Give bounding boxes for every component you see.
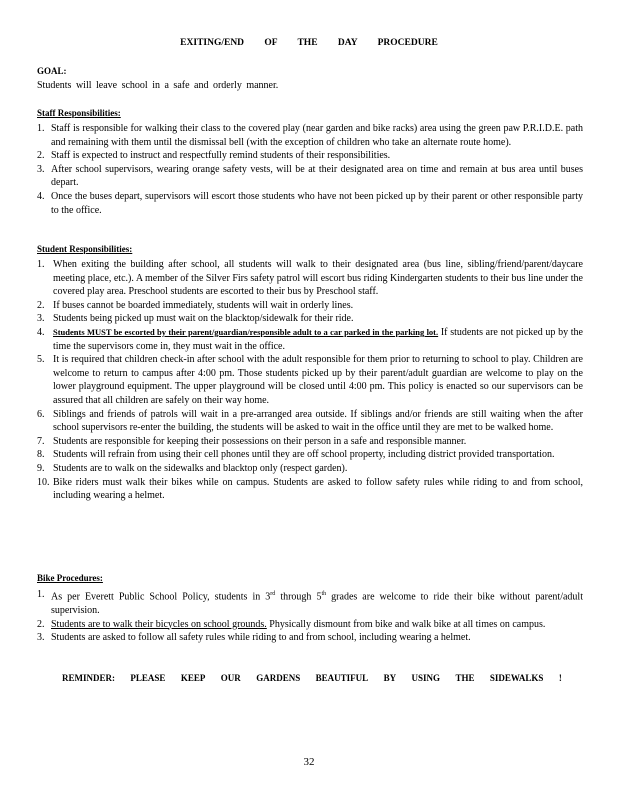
escort-rule: Students MUST be escorted by their parent/guardian/responsible adult to a car parked in the parking lot. [53, 326, 439, 337]
list-item: 4. Students MUST be escorted by their parent/guardian/responsible adult to a car parked in the parking lot. If students are not picked up by the time the supervisors come in, they must wait in the office. [37, 326, 583, 352]
goal-text: Students will leave school in a safe and orderly manner. [37, 80, 279, 91]
list-item: 2. Staff is expected to instruct and respectfully remind students of their responsibilities. [37, 150, 391, 162]
staff-list [37, 122, 583, 217]
bike-list [37, 588, 583, 645]
list-item: 10. Bike riders must walk their bikes while on campus. Students are asked to follow safety rules while riding to and from school, including wearing a helmet. [37, 476, 583, 502]
list-item: 1. When exiting the building after school, all students will walk to their designated area (bus line, sibling/friend/parent/daycare meeting place, etc.). A member of the Silver Firs safety patrol will escort bus riding Kindergarten students to their bus line under the covered play area. Preschool students are escorted to their bus by Preschool staff. [37, 259, 583, 298]
list-item: 9. Students are to walk on the sidewalks and blacktop only (respect garden). [37, 462, 348, 474]
document-title: EXITING/END OF THE DAY PROCEDURE [180, 38, 438, 48]
list-item: 6. Siblings and friends of patrols will wait in a pre-arranged area outside. If siblings and/or friends are still waiting when the after school supervisors re-enter the building, the students will be asked to wait in the office until they are met to be walked home. [37, 408, 583, 434]
list-item: 1. As per Everett Public School Policy, students in 3rd through 5th grades are welcome to ride their bike without parent/adult supervision. [37, 589, 583, 616]
list-item: 3. Students are asked to follow all safety rules while riding to and from school, including wearing a helmet. [37, 632, 471, 644]
list-item: 7. Students are responsible for keeping their possessions on their person in a safe and responsible manner. [37, 435, 467, 447]
list-item: 2. Students are to walk their bicycles on school grounds. Physically dismount from bike and walk bike at all times on campus. [37, 618, 546, 630]
page-number: 32 [303, 756, 315, 768]
list-item: 3. After school supervisors, wearing orange safety vests, will be at their designated area on time and remain at bus area until buses depart. [37, 163, 583, 189]
list-item: 2. If buses cannot be boarded immediately, students will wait in orderly lines. [37, 299, 354, 311]
bike-heading: Bike Procedures: [37, 573, 103, 583]
list-item: 5. It is required that children check-in after school with the adult responsible for them prior to returning to school to play. Children are welcome to return to campus after 4:00 pm. Those students picked up by their parent/adult guardian are welcome to play on the lower playground equipment. The upper playground will be closed until 4:00 pm. This policy is enacted so our supervisors can be assured that all children are safely on their way home. [37, 354, 583, 406]
list-item: 3. Students being picked up must wait on the blacktop/sidewalk for their ride. [37, 313, 354, 325]
student-heading: Student Responsibilities: [37, 244, 133, 254]
list-item: 8. Students will refrain from using their cell phones until they are off school property, including district provided transportation. [37, 449, 555, 461]
list-item: 4. Once the buses depart, supervisors will escort those students who have not been picked up by their parent or other responsible party to the office. [37, 190, 583, 216]
list-item: 1. Staff is responsible for walking their class to the covered play (near garden and bike racks) area using the green paw P.R.I.D.E. path and remaining with them until the dismissal bell (with the exception of children who take an alternate route home). [37, 123, 583, 148]
reminder-banner: REMINDER: PLEASE KEEP OUR GARDENS BEAUTIFUL BY USING THE SIDEWALKS ! [62, 673, 562, 683]
staff-heading: Staff Responsibilities: [37, 108, 121, 118]
student-list [37, 258, 583, 503]
goal-heading: GOAL: [37, 66, 67, 76]
